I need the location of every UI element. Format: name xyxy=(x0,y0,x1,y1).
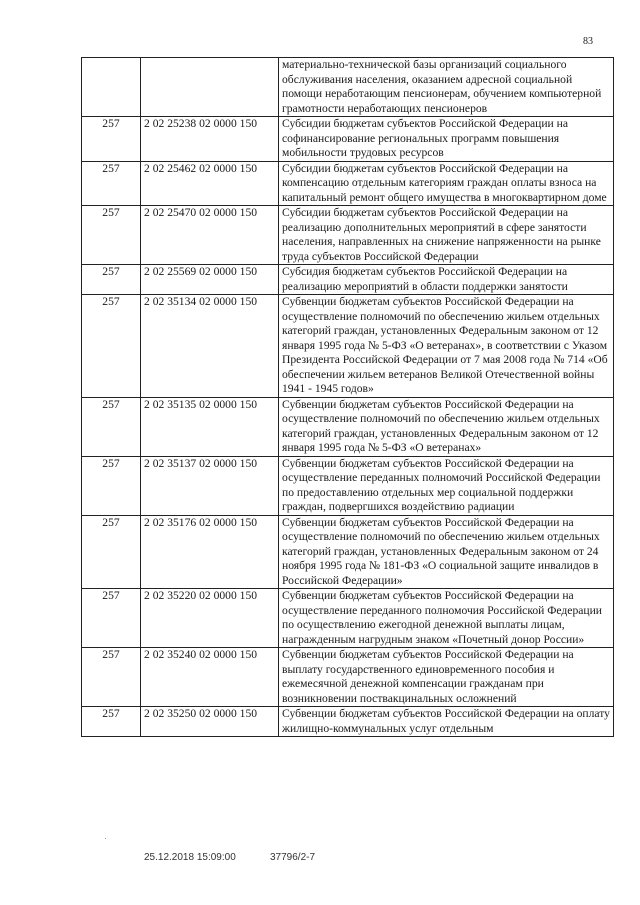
description-cell: Субвенции бюджетам субъектов Российской Федерации на осуществление переданного полномочия Российской Федерации по осуществлению ежегодной денежной выплаты лицам, награжденным нагрудным знаком «Почетный донор России» xyxy=(279,589,614,648)
footer-doc-number: 37796/2-7 xyxy=(270,852,316,863)
admin-code-cell: 257 xyxy=(82,589,141,648)
budget-classification-table xyxy=(81,57,614,737)
page-number: 83 xyxy=(583,36,593,47)
description-cell: Субвенции бюджетам субъектов Российской Федерации на осуществление полномочий по обеспечению жильем отдельных категорий граждан, установленных Федеральным законом от 12 января 1995 года № 5-ФЗ «О ветеранах» xyxy=(279,397,614,456)
admin-code-cell: 257 xyxy=(82,648,141,707)
budget-code-cell: 2 02 35240 02 0000 150 xyxy=(141,648,279,707)
budget-code-cell xyxy=(141,58,279,117)
budget-code-cell: 2 02 25462 02 0000 150 xyxy=(141,161,279,206)
table-row xyxy=(82,707,614,737)
admin-code-cell: 257 xyxy=(82,707,141,737)
admin-code-cell: 257 xyxy=(82,206,141,265)
admin-code-cell xyxy=(82,58,141,117)
budget-code-cell: 2 02 35134 02 0000 150 xyxy=(141,295,279,398)
table-row xyxy=(82,58,614,117)
description-cell: Субсидии бюджетам субъектов Российской Федерации на реализацию дополнительных мероприятий в сфере занятости населения, направленных на снижение напряженности на рынке труда субъектов Российской Федерации xyxy=(279,206,614,265)
budget-code-cell: 2 02 35250 02 0000 150 xyxy=(141,707,279,737)
admin-code-cell: 257 xyxy=(82,397,141,456)
admin-code-cell: 257 xyxy=(82,456,141,515)
description-cell: Субвенции бюджетам субъектов Российской Федерации на осуществление полномочий по обеспечению жильем отдельных категорий граждан, установленных Федеральным законом от 24 ноября 1995 года № 181-ФЗ «О социальной защите инвалидов в Российской Федерации» xyxy=(279,515,614,589)
admin-code-cell: 257 xyxy=(82,161,141,206)
description-cell: Субвенции бюджетам субъектов Российской Федерации на осуществление переданных полномочий Российской Федерации по предоставлению отдельных мер социальной поддержки граждан, подвергшихся воздействию радиации xyxy=(279,456,614,515)
admin-code-cell: 257 xyxy=(82,117,141,162)
description-cell: Субсидии бюджетам субъектов Российской Федерации на софинансирование региональных программ повышения мобильности трудовых ресурсов xyxy=(279,117,614,162)
description-cell: Субсидия бюджетам субъектов Российской Федерации на реализацию мероприятий в области поддержки занятости xyxy=(279,265,614,295)
footer-date: 25.12.2018 15:09:00 xyxy=(144,852,236,863)
table-row xyxy=(82,648,614,707)
table-row xyxy=(82,161,614,206)
admin-code-cell: 257 xyxy=(82,515,141,589)
description-cell: Субвенции бюджетам субъектов Российской Федерации на выплату государственного единовременного пособия и ежемесячной денежной компенсации гражданам при возникновении поствакцинальных осложнений xyxy=(279,648,614,707)
table-row xyxy=(82,456,614,515)
budget-code-cell: 2 02 35220 02 0000 150 xyxy=(141,589,279,648)
budget-code-cell: 2 02 35135 02 0000 150 xyxy=(141,397,279,456)
table-row xyxy=(82,515,614,589)
description-cell: материально-технической базы организаций социального обслуживания населения, оказанием адресной социальной помощи неработающим пенсионерам, обучением компьютерной грамотности неработающих пенсионеров xyxy=(279,58,614,117)
budget-code-cell: 2 02 25569 02 0000 150 xyxy=(141,265,279,295)
description-cell: Субвенции бюджетам субъектов Российской Федерации на осуществление полномочий по обеспечению жильем отдельных категорий граждан, установленных Федеральным законом от 12 января 1995 года № 5-ФЗ «О ветеранах», в соответствии с Указом Президента Российской Федерации от 7 мая 2008 года № 714 «Об обеспечении жильем ветеранов Великой Отечественной войны 1941 - 1945 годов» xyxy=(279,295,614,398)
table-row xyxy=(82,397,614,456)
budget-code-cell: 2 02 25238 02 0000 150 xyxy=(141,117,279,162)
description-cell: Субвенции бюджетам субъектов Российской Федерации на оплату жилищно-коммунальных услуг отдельным xyxy=(279,707,614,737)
budget-code-cell: 2 02 35137 02 0000 150 xyxy=(141,456,279,515)
budget-code-cell: 2 02 35176 02 0000 150 xyxy=(141,515,279,589)
table-row xyxy=(82,295,614,398)
description-cell: Субсидии бюджетам субъектов Российской Федерации на компенсацию отдельным категориям граждан оплаты взноса на капитальный ремонт общего имущества в многоквартирном доме xyxy=(279,161,614,206)
scan-speck xyxy=(105,838,106,839)
admin-code-cell: 257 xyxy=(82,265,141,295)
table-row xyxy=(82,117,614,162)
table-row xyxy=(82,206,614,265)
budget-code-cell: 2 02 25470 02 0000 150 xyxy=(141,206,279,265)
table-row xyxy=(82,589,614,648)
table-row xyxy=(82,265,614,295)
admin-code-cell: 257 xyxy=(82,295,141,398)
